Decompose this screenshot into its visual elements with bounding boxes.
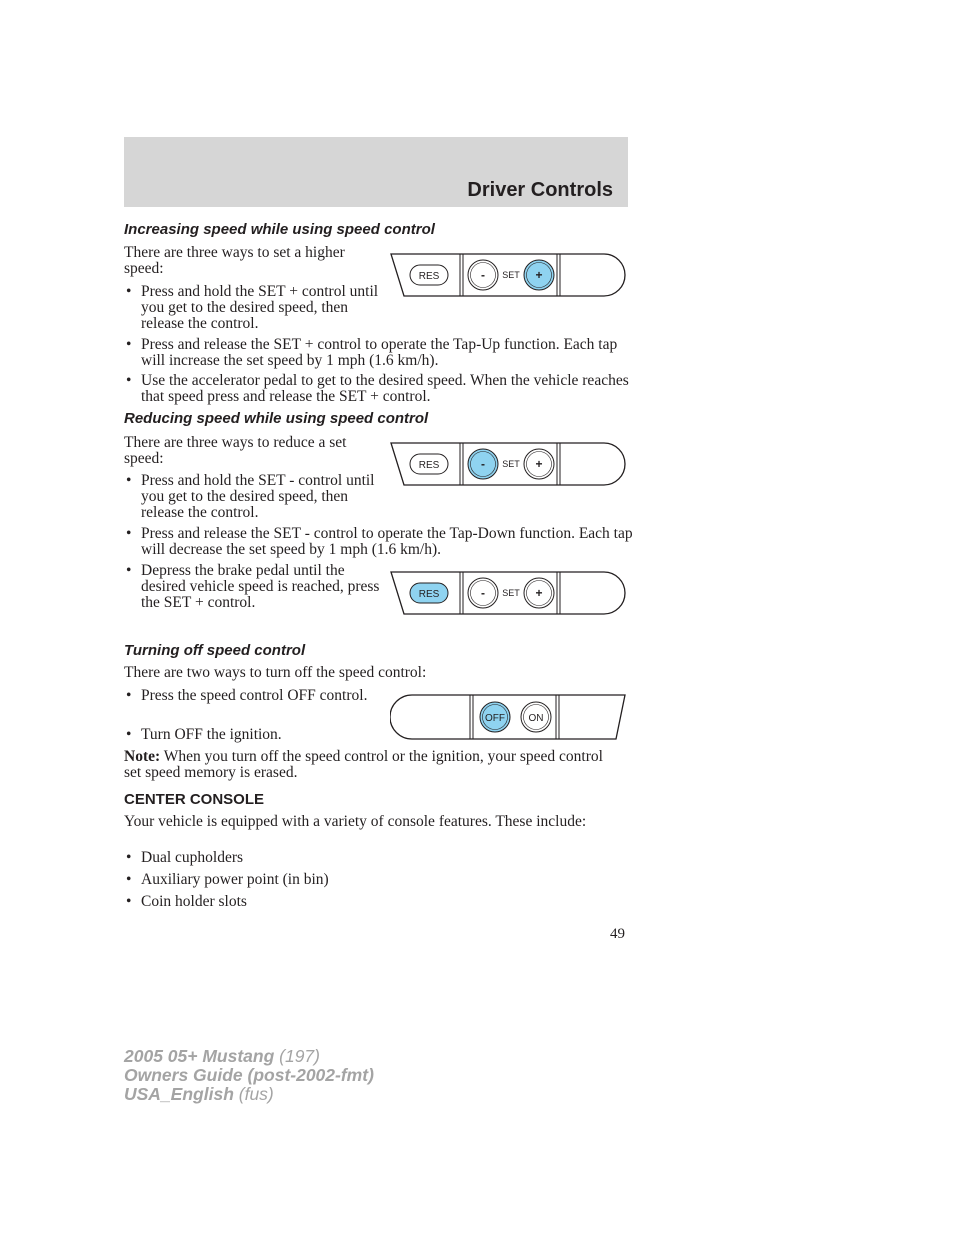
res-label: RES	[418, 271, 440, 282]
footer-line-1	[124, 1047, 374, 1066]
center-console-intro: Your vehicle is equipped with a variety of console features. These include:	[124, 813, 587, 830]
increase-speed-intro: There are three ways to set a higher speed:	[124, 244, 345, 277]
reduce-bullet-3: • Depress the brake pedal until the desired vehicle speed is reached, press the SET + control.	[124, 563, 381, 611]
set-label: SET	[502, 459, 520, 469]
footer-guide: Owners Guide (post-2002-fmt)	[124, 1065, 374, 1085]
footer-language-code: (fus)	[233, 1084, 274, 1104]
speed-control-set-plus-diagram	[390, 251, 630, 299]
speed-control-res-diagram	[390, 569, 630, 617]
console-bullet-3: • Coin holder slots	[124, 894, 541, 910]
turn-off-bullet-1: • Press the speed control OFF control.	[124, 688, 371, 704]
reduce-speed-intro: There are three ways to reduce a set speed:	[124, 434, 347, 467]
set-label: SET	[502, 270, 520, 280]
reduce-speed-heading: Reducing speed while using speed control	[124, 410, 429, 427]
console-bullet-1: • Dual cupholders	[124, 850, 541, 866]
header-band	[124, 137, 628, 207]
footer-model: 2005 05+ Mustang	[124, 1046, 275, 1066]
note-text: When you turn off the speed control or the ignition, your speed control set speed memory is erased.	[124, 748, 603, 781]
increase-bullet-1: • Press and hold the SET + control until you get to the desired speed, then release the control.	[124, 284, 381, 332]
increase-bullet-2: • Press and release the SET + control to operate the Tap-Up function. Each tap will increase the set speed by 1 mph (1.6 km/h).	[124, 337, 631, 369]
note-label: Note:	[124, 748, 161, 765]
increase-speed-heading: Increasing speed while using speed control	[124, 221, 435, 238]
page-number: 49	[610, 926, 625, 942]
center-console-heading: CENTER CONSOLE	[124, 791, 265, 808]
speed-control-off-on-diagram	[390, 693, 630, 741]
page-section-title: Driver Controls	[467, 179, 613, 201]
increase-bullet-3: • Use the accelerator pedal to get to the desired speed. When the vehicle reaches that speed press and release the SET + control.	[124, 373, 631, 405]
reduce-bullet-1: • Press and hold the SET - control until you get to the desired speed, then release the control.	[124, 473, 381, 521]
on-label: ON	[528, 713, 544, 724]
footer-line-2	[124, 1066, 374, 1085]
document-footer	[124, 1047, 374, 1104]
minus-label: -	[481, 457, 485, 471]
turn-off-heading: Turning off speed control	[124, 642, 306, 659]
turn-off-bullet-2: • Turn OFF the ignition.	[124, 727, 371, 743]
off-label: OFF	[485, 713, 505, 724]
res-label: RES	[418, 589, 440, 600]
console-bullet-2: • Auxiliary power point (in bin)	[124, 872, 541, 888]
plus-label: +	[535, 457, 543, 471]
turn-off-note	[124, 749, 624, 781]
reduce-bullet-2: • Press and release the SET - control to operate the Tap-Down function. Each tap will decrease the set speed by 1 mph (1.6 km/h).	[124, 526, 636, 558]
turn-off-intro: There are two ways to turn off the speed control:	[124, 664, 427, 681]
plus-label: +	[535, 586, 543, 600]
minus-label: -	[481, 586, 485, 600]
set-label: SET	[502, 588, 520, 598]
footer-model-code: (197)	[274, 1046, 320, 1066]
speed-control-set-minus-diagram	[390, 440, 630, 488]
res-label: RES	[418, 460, 440, 471]
footer-language: USA_English	[124, 1084, 234, 1104]
plus-label: +	[535, 268, 543, 282]
minus-label: -	[481, 268, 485, 282]
footer-line-3	[124, 1085, 374, 1104]
